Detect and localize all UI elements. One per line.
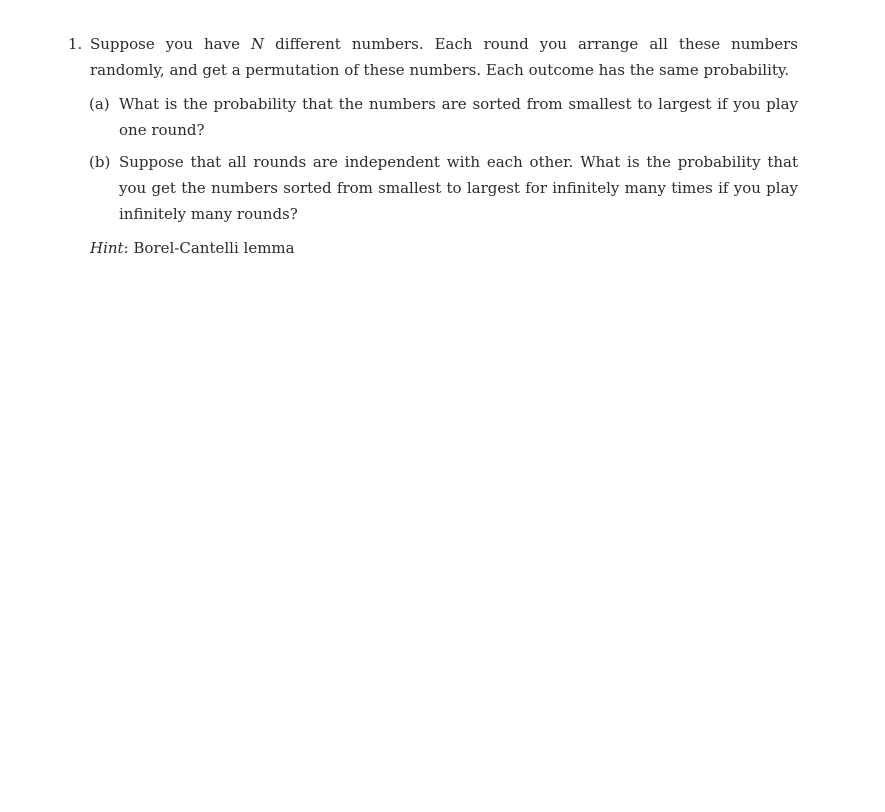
part-label-a: (a) [89, 95, 110, 113]
part-text-a: What is the probability that the numbers are sorted from smallest to largest if you play one round? [119, 95, 798, 139]
part-label-b: (b) [89, 153, 111, 171]
part-b [89, 149, 798, 227]
hint-label: Hint [90, 239, 124, 257]
problem-number: 1. [68, 35, 83, 53]
variable-n: N [251, 35, 265, 53]
hint-text: Borel-Cantelli lemma [128, 239, 295, 257]
problem-statement [90, 31, 798, 83]
part-text-b: Suppose that all rounds are independent with each other. What is the probability that you get the numbers sorted from smallest to largest for infinitely many times if you play infinitely many rounds? [119, 153, 798, 223]
statement-text-end: different numbers. Each round you arrange all these numbers randomly, and get a permutation of these numbers. Each outcome has the same probability. [90, 35, 799, 79]
problem-1 [68, 31, 798, 261]
statement-text-start: Suppose you have [90, 35, 251, 53]
hint-separator: : [123, 239, 129, 257]
problem-parts [68, 91, 798, 227]
hint [90, 235, 798, 261]
part-a [89, 91, 798, 143]
